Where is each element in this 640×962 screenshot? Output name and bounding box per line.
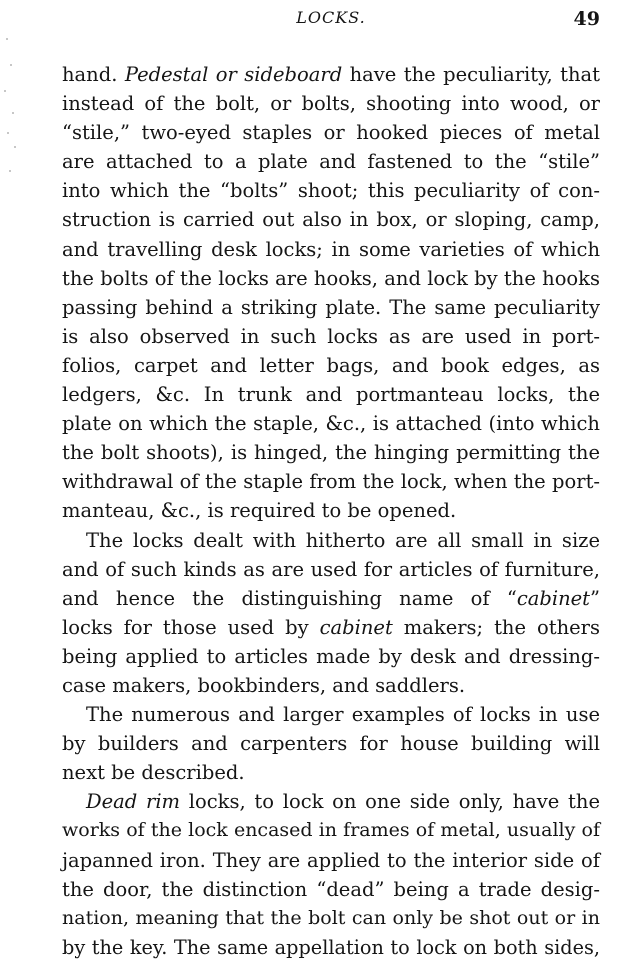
italic-phrase: cabinet [319, 615, 393, 639]
text-line: The numerous and larger examples of locks in use [86, 703, 600, 727]
body-text [62, 60, 600, 962]
page-number: 49 [573, 8, 600, 30]
text-line: passing behind a striking plate. The same peculiarity [62, 295, 600, 319]
text-line: instead of the bolt, or bolts, shooting into wood, or [62, 92, 600, 116]
italic-phrase: Dead rim [86, 790, 181, 814]
text-line: the bolt shoots), is hinged, the hinging permitting the [62, 441, 600, 465]
text-line: Dead rim locks, to lock on one side only, have the [86, 790, 600, 814]
text-line: and hence the distinguishing name of “cabinet” [62, 586, 600, 610]
text-line: next be described. [62, 761, 245, 785]
text-line: being applied to articles made by desk and dressing- [62, 644, 600, 668]
text-line: folios, carpet and letter bags, and book edges, as [62, 353, 600, 377]
running-header [62, 8, 600, 36]
text-line: japanned iron. They are applied to the interior side of [62, 848, 600, 872]
text-line: ledgers, &c. In trunk and portmanteau locks, the [62, 383, 600, 407]
italic-phrase: Pedestal or sideboard [124, 63, 343, 86]
text-line: and of such kinds as are used for articles of furniture, [62, 557, 600, 581]
text-line: locks for those used by cabinet makers; the others [62, 615, 600, 639]
text-line: the bolts of the locks are hooks, and lock by the hooks [62, 266, 600, 290]
text-line: the door, the distinction “dead” being a trade desig- [62, 877, 600, 901]
text-line: by the key. The same appellation to lock on both sides, [62, 935, 600, 959]
text-line: manteau, &c., is required to be opened. [62, 499, 457, 523]
text-line: nation, meaning that the bolt can only be shot out or in [62, 906, 600, 929]
text-line: is also observed in such locks as are used in port- [62, 324, 600, 348]
text-line: plate on which the staple, &c., is attached (into which [62, 412, 600, 436]
text-line: and travelling desk locks; in some varieties of which [62, 237, 600, 261]
text-line: The locks dealt with hitherto are all small in size [86, 528, 600, 552]
text-line: withdrawal of the staple from the lock, when the port- [62, 470, 600, 494]
text-line: hand. Pedestal or sideboard have the peculiarity, that [62, 63, 600, 86]
italic-phrase: cabinet [516, 586, 591, 610]
text-line: “stile,” two-eyed staples or hooked pieces of metal [62, 121, 600, 145]
text-line: are attached to a plate and fastened to the “stile” [62, 150, 600, 174]
text-line: struction is carried out also in box, or sloping, camp, [62, 208, 600, 232]
text-line: into which the “bolts” shoot; this peculiarity of con- [62, 179, 600, 203]
running-title: LOCKS. [296, 8, 366, 27]
margin-specks [0, 20, 40, 220]
text-line: by builders and carpenters for house building will [62, 732, 600, 756]
text-line: works of the lock encased in frames of metal, usually of [62, 819, 600, 842]
text-line: case makers, bookbinders, and saddlers. [62, 673, 466, 697]
